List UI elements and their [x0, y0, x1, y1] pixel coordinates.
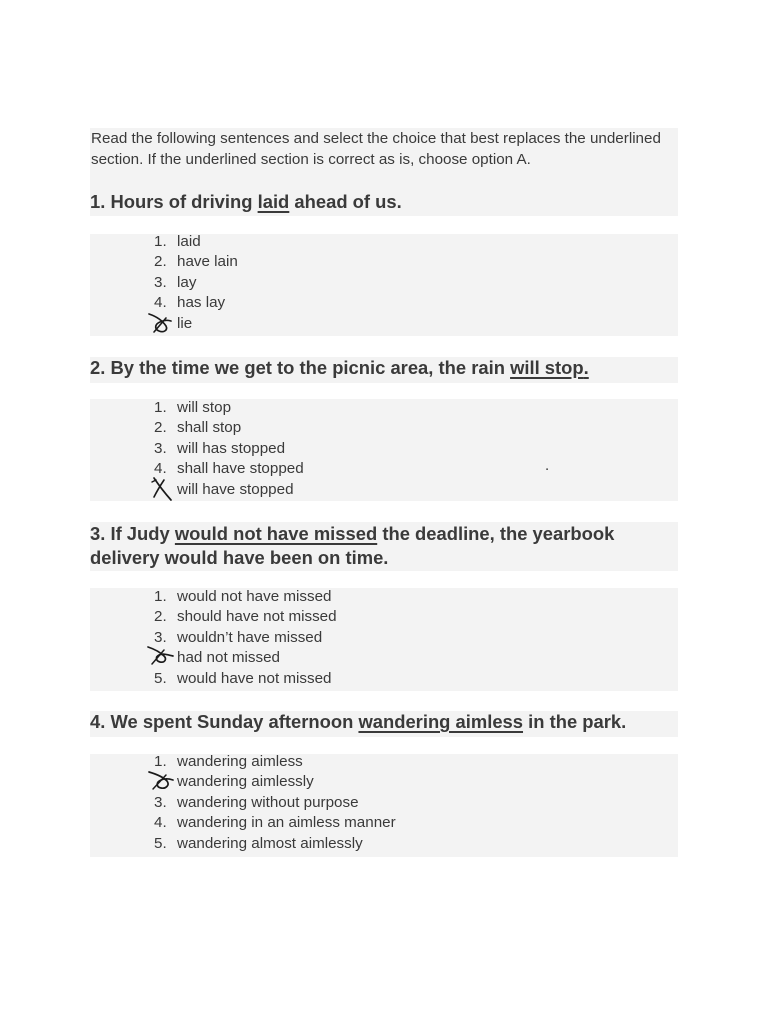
handwritten-x-mark-icon [146, 476, 176, 502]
option-number: 2. [154, 608, 167, 626]
option-selected[interactable] [90, 772, 678, 792]
option-text: has lay [177, 294, 226, 312]
option-text: had not missed [177, 649, 280, 667]
question-2-number: 2 [90, 357, 101, 378]
option-text: would have not missed [177, 669, 332, 687]
option-number: 4. [154, 460, 167, 478]
question-3-underlined: would not have missed [174, 523, 378, 544]
option-number: 1. [154, 233, 167, 250]
question-1-underlined: laid [257, 191, 290, 212]
question-2-underlined: will stop [510, 357, 584, 378]
option[interactable] [90, 459, 678, 479]
question-3-options [90, 588, 678, 691]
question-4-before: We spent Sunday afternoon [110, 711, 354, 732]
option-number: 5. [154, 834, 167, 852]
question-2-after: . [583, 357, 589, 378]
option[interactable] [90, 669, 678, 689]
question-1-after: ahead of us. [294, 191, 402, 212]
handwritten-check-mark-icon [146, 768, 176, 794]
question-1-number: 1. [90, 191, 106, 212]
option-text: wandering almost aimlessly [177, 834, 363, 852]
option-selected[interactable] [90, 648, 678, 668]
option[interactable] [90, 628, 678, 648]
question-4-block [90, 711, 678, 737]
option-number: 4. [154, 814, 167, 832]
question-2-title [90, 356, 678, 380]
question-4-number: 4. [90, 711, 106, 732]
option-text: lay [177, 273, 197, 291]
option-number: 3. [154, 793, 167, 811]
option-text: wandering aimless [177, 753, 303, 770]
option-text: would not have missed [177, 588, 332, 605]
option[interactable] [90, 752, 678, 772]
option[interactable] [90, 607, 678, 627]
option-number: 1. [154, 753, 167, 770]
option-text: will has stopped [177, 439, 286, 457]
question-2-block [90, 357, 678, 383]
option[interactable] [90, 587, 678, 607]
option[interactable] [90, 418, 678, 438]
handwritten-check-mark-icon [146, 644, 176, 670]
option-number: 3. [154, 628, 167, 646]
question-1-options [90, 234, 678, 336]
question-3-after: the deadline, the yearbook delivery would have been on time. [90, 523, 615, 568]
option[interactable] [90, 232, 678, 252]
option[interactable] [90, 813, 678, 833]
question-3-block [90, 522, 678, 571]
option-text: shall have stopped [177, 460, 304, 478]
option-text: will have stopped [177, 480, 294, 498]
option-text: should have not missed [177, 608, 337, 626]
question-3-number: 3. [90, 523, 106, 544]
option-number: 2. [154, 419, 167, 437]
option-number: 1. [154, 588, 167, 605]
option-number: 1. [154, 399, 167, 416]
question-3-before: If Judy [110, 523, 170, 544]
option[interactable] [90, 439, 678, 459]
question-3-title [90, 522, 678, 569]
option-text: wandering aimlessly [177, 773, 314, 791]
option-number: 5. [154, 669, 167, 687]
stray-dot-mark: . [545, 457, 550, 474]
handwritten-check-mark-icon [146, 310, 176, 336]
option[interactable] [90, 252, 678, 272]
question-1-title [90, 190, 678, 214]
option-number: 4. [154, 294, 167, 312]
option-selected[interactable] [90, 314, 678, 334]
option-text: laid [177, 233, 201, 250]
question-4-title [90, 710, 678, 734]
option-text: wandering without purpose [177, 793, 359, 811]
option-text: wandering in an aimless manner [177, 814, 396, 832]
instructions-block [90, 128, 678, 216]
option-selected[interactable] [90, 480, 678, 500]
instructions-text: Read the following sentences and select the choice that best replaces the underlined section. If the underlined section is correct as is, choose option A. [91, 130, 661, 168]
option[interactable] [90, 293, 678, 313]
option-text: shall stop [177, 419, 242, 437]
question-4-after: in the park. [528, 711, 627, 732]
question-2-options [90, 399, 678, 501]
option[interactable] [90, 398, 678, 418]
question-2-before: . By the time we get to the picnic area, the rain [100, 357, 505, 378]
option-text: have lain [177, 253, 238, 271]
option[interactable] [90, 273, 678, 293]
option-number: 2. [154, 253, 167, 271]
option-text: will stop [177, 399, 232, 416]
question-4-options [90, 754, 678, 857]
question-1-before: Hours of driving [110, 191, 253, 212]
option-number: 3. [154, 439, 167, 457]
option[interactable] [90, 793, 678, 813]
option[interactable] [90, 834, 678, 854]
question-4-underlined: wandering aimless [358, 711, 524, 732]
option-number: 3. [154, 273, 167, 291]
option-text: wouldn’t have missed [177, 628, 323, 646]
option-text: lie [177, 314, 193, 332]
